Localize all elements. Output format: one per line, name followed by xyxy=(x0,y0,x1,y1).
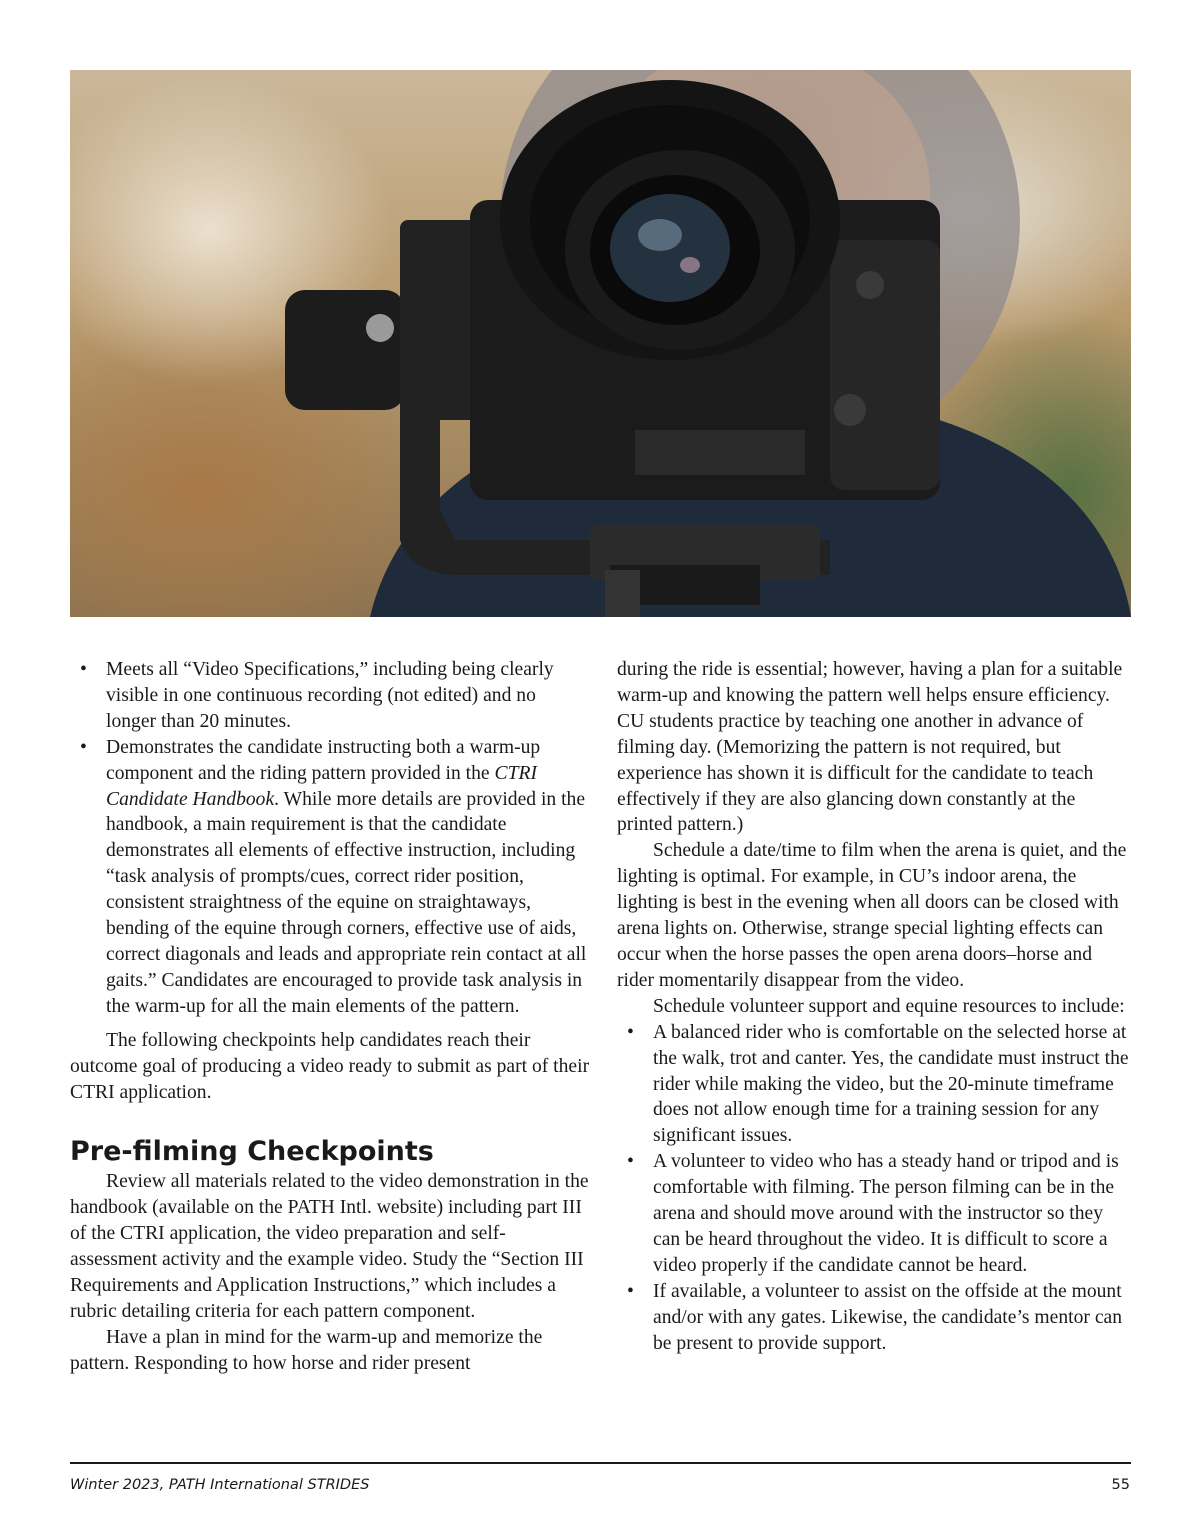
requirements-list xyxy=(70,657,590,1020)
list-item-text: Meets all “Video Specifications,” including being clearly visible in one continuous recording (not edited) and no longer than 20 minutes. xyxy=(106,659,554,732)
list-item xyxy=(617,1149,1132,1279)
bullet-marker: • xyxy=(80,736,87,758)
body-paragraph-schedule: Schedule a date/time to film when the arena is quiet, and the lighting is optimal. For example, in CU’s indoor arena, the lighting is best in the evening when all doors can be closed with arena lights on. Otherwise, strange special lighting effects can occur when the horse passes the open arena doors–horse and rider momentarily disappear from the video. xyxy=(617,840,1127,991)
list-item-text: If available, a volunteer to assist on the offside at the mount and/or with any gates. Likewise, the candidate’s mentor can be present to provide support. xyxy=(653,1280,1123,1354)
volunteer-list xyxy=(617,1020,1132,1357)
list-item xyxy=(70,657,590,735)
page-number: 55 xyxy=(1111,1477,1130,1493)
bullet-marker: • xyxy=(627,1151,634,1173)
list-item xyxy=(617,1020,1132,1150)
left-column xyxy=(70,657,590,1377)
footer-publication: Winter 2023, PATH International STRIDES xyxy=(70,1477,370,1493)
hero-photo xyxy=(70,70,1131,617)
handbook-title: CTRI Candidate Handbook xyxy=(106,762,537,810)
list-item-text: A volunteer to video who has a steady hand or tripod and is comfortable with filming. The person filming can be in the arena and should move around with the instructor so they can be heard throughout the video. It is difficult to score a video properly if the candidate cannot be heard. xyxy=(653,1151,1119,1276)
camera-gimbal-illustration xyxy=(70,70,1131,617)
bullet-marker: • xyxy=(627,1280,634,1302)
body-paragraph-review: Review all materials related to the video demonstration in the handbook (available on the PATH Intl. website) including part III of the CTRI application, the video preparation and self-assessment activity and the example video. Study the “Section III Requirements and Application Instructions,” which includes a rubric detailing criteria for each pattern component. xyxy=(70,1171,589,1322)
list-item-text: A balanced rider who is comfortable on the selected horse at the walk, trot and canter. Yes, the candidate must instruct the rider while making the video, but the 20-minute timeframe does not allow enough time for a training session for any significant issues. xyxy=(653,1021,1129,1147)
footer-rule xyxy=(70,1462,1131,1464)
list-item xyxy=(70,735,590,1020)
list-item-text: Demonstrates the candidate instructing both a warm-up component and the riding pattern provided in the xyxy=(106,736,541,784)
list-item xyxy=(617,1279,1132,1357)
bullet-marker: • xyxy=(627,1021,634,1043)
section-heading: Pre-filming Checkpoints xyxy=(70,1136,434,1168)
list-item-text: . While more details are provided in the handbook, a main requirement is that the candidate demonstrates all elements of effective instruction, including “task analysis of prompts/cues, correct rider position, consistent straightness of the equine on straightaways, bending of the equine through corners, effective use of aids, correct diagonals and leads and appropriate rein contact at all gaits.” Candidates are encouraged to provide task analysis in the warm-up for all the main elements of the pattern. xyxy=(106,788,587,1017)
body-paragraph-plan: Have a plan in mind for the warm-up and memorize the pattern. Responding to how horse and rider present xyxy=(70,1326,543,1374)
body-paragraph-volunteers: Schedule volunteer support and equine resources to include: xyxy=(653,995,1125,1017)
bullet-marker: • xyxy=(80,659,87,680)
right-column xyxy=(617,657,1132,1356)
body-paragraph-continued: during the ride is essential; however, having a plan for a suitable warm-up and knowing the pattern well helps ensure efficiency. CU students practice by teaching one another in advance of filming day. (Memorizing the pattern is not required, but experience has shown it is difficult for the candidate to teach effectively if they are also glancing down constantly at the printed pattern.) xyxy=(617,659,1123,836)
intro-paragraph: The following checkpoints help candidates reach their outcome goal of producing a video ready to submit as part of their CTRI application. xyxy=(70,1029,590,1103)
